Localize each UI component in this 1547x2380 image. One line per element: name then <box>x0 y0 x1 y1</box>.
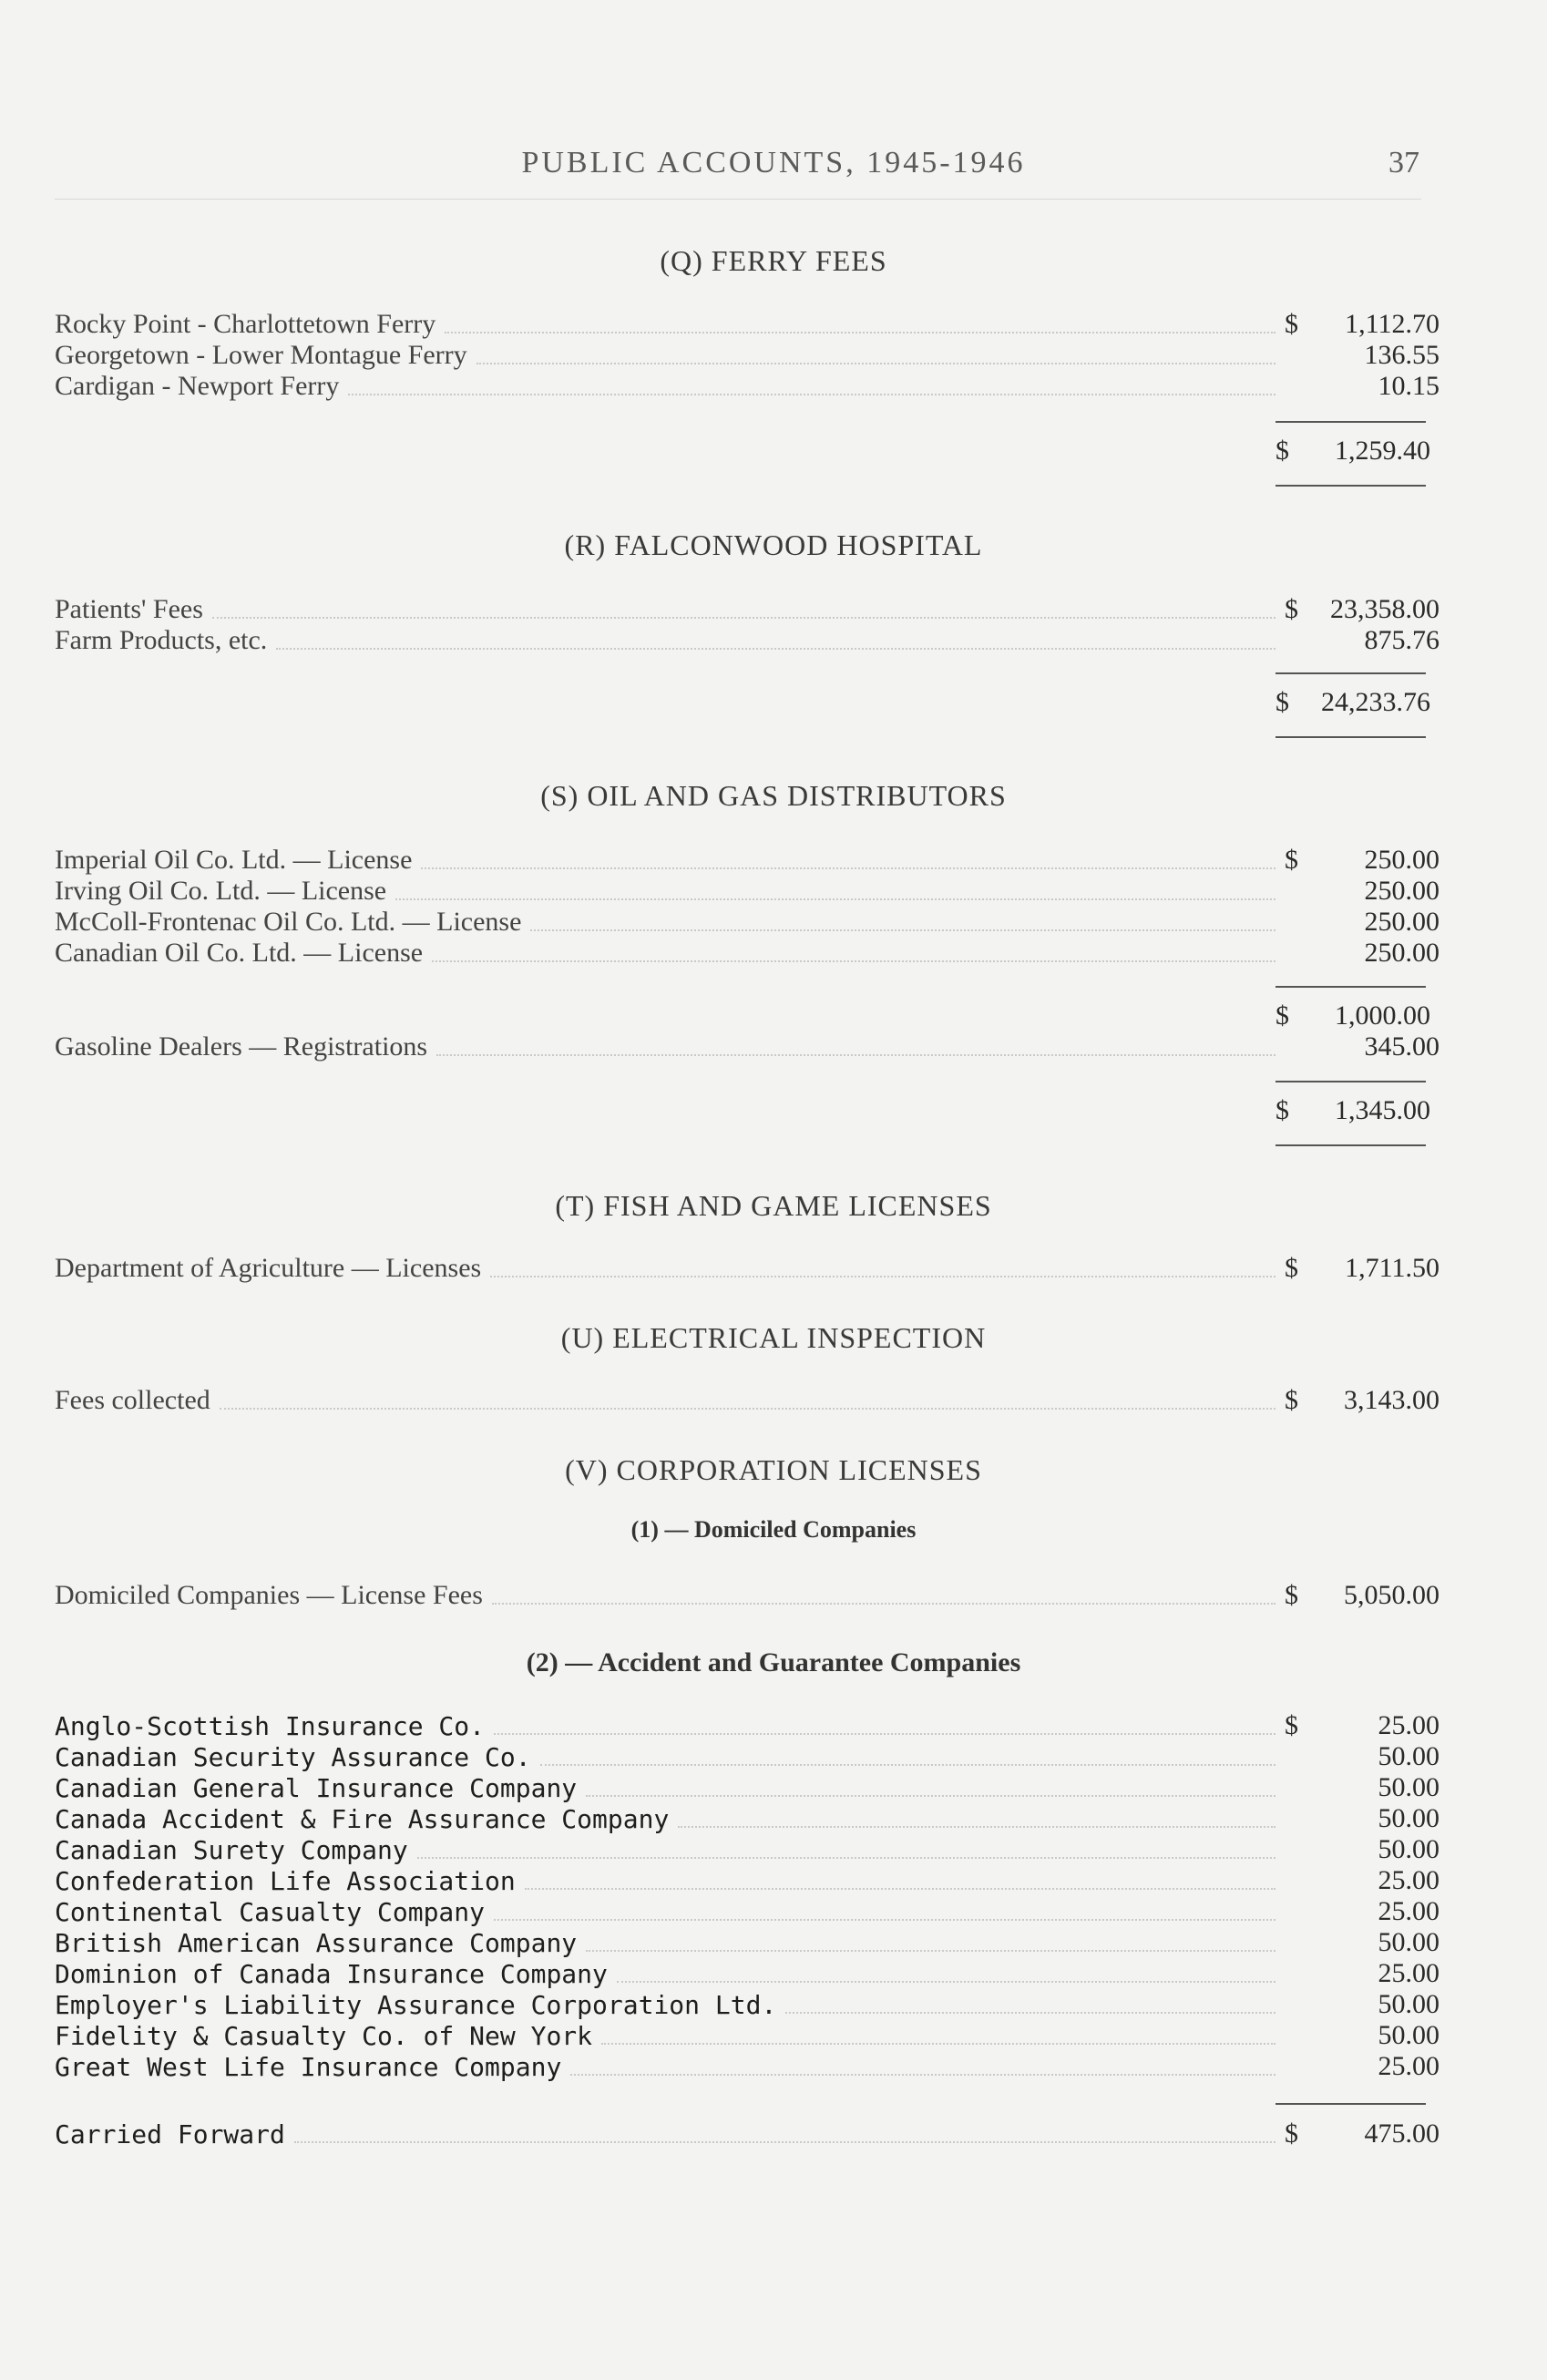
line-label: Rocky Point - Charlottetown Ferry <box>55 309 436 339</box>
line-amount: 250.00 <box>1364 845 1439 875</box>
leader-dots <box>490 1275 1276 1277</box>
currency-sign: $ <box>1285 1710 1298 1740</box>
leader-dots <box>421 867 1276 869</box>
line-amount: 136.55 <box>1364 340 1439 370</box>
section-total <box>1276 685 1430 718</box>
line-label: Confederation Life Association <box>55 1866 516 1896</box>
leader-dots <box>348 393 1276 395</box>
line-label: McColl-Frontenac Oil Co. Ltd. — License <box>55 907 522 937</box>
leader-dots <box>785 2011 1276 2014</box>
line-amount: 50.00 <box>1378 1803 1439 1833</box>
page-header <box>0 146 1547 191</box>
currency-sign: $ <box>1276 1000 1289 1031</box>
line-amount: 50.00 <box>1378 1927 1439 1957</box>
section-title-ferry-fees: (Q) FERRY FEES <box>660 244 887 277</box>
line-label: Canadian Security Assurance Co. <box>55 1742 531 1772</box>
currency-sign: $ <box>1285 1580 1298 1610</box>
line-label: Gasoline Dealers — Registrations <box>55 1031 428 1062</box>
header-rule <box>55 199 1421 200</box>
section-title-oil-gas-distributors: (S) OIL AND GAS DISTRIBUTORS <box>540 779 1007 812</box>
total-rule <box>1276 736 1426 738</box>
total-amount: 1,259.40 <box>1335 436 1430 466</box>
section-title-electrical-inspection: (U) ELECTRICAL INSPECTION <box>560 1321 987 1354</box>
line-amount: 5,050.00 <box>1344 1580 1439 1610</box>
leader-dots <box>220 1407 1276 1410</box>
leader-dots <box>678 1825 1276 1828</box>
ledger-line <box>55 1770 1439 1803</box>
section-subtotal <box>1276 999 1430 1031</box>
leader-dots <box>494 1732 1276 1735</box>
ledger-line <box>55 1030 1439 1062</box>
section-title-fish-game-licenses: (T) FISH AND GAME LICENSES <box>555 1189 992 1222</box>
line-label: Dominion of Canada Insurance Company <box>55 1959 608 1989</box>
leader-dots <box>586 1794 1276 1797</box>
sum-rule <box>1276 672 1426 674</box>
line-label: Fees collected <box>55 1385 210 1415</box>
line-label: Department of Agriculture — Licenses <box>55 1253 482 1283</box>
line-label: British American Assurance Company <box>55 1928 578 1958</box>
currency-sign: $ <box>1285 1253 1298 1283</box>
ledger-line <box>55 1739 1439 1772</box>
ledger-line <box>55 338 1439 371</box>
ledger-line <box>55 1383 1439 1416</box>
leader-dots <box>445 331 1276 333</box>
line-label: Canada Accident & Fire Assurance Company <box>55 1804 670 1834</box>
ledger-line <box>55 1894 1439 1927</box>
line-label: Imperial Oil Co. Ltd. — License <box>55 845 413 875</box>
total-amount: 24,233.76 <box>1321 687 1430 717</box>
currency-sign: $ <box>1276 1095 1289 1125</box>
leader-dots <box>525 1887 1276 1890</box>
line-amount: 10.15 <box>1378 371 1439 401</box>
sum-rule <box>1276 2103 1426 2105</box>
line-label: Patients' Fees <box>55 594 203 624</box>
leader-dots <box>617 1980 1276 1983</box>
ledger-line <box>55 592 1439 625</box>
ledger-line <box>55 1708 1439 1741</box>
line-label: Domiciled Companies — License Fees <box>55 1580 483 1610</box>
line-amount: 3,143.00 <box>1344 1385 1439 1415</box>
line-label: Anglo-Scottish Insurance Co. <box>55 1711 486 1741</box>
leader-dots <box>436 1053 1276 1056</box>
line-amount: 25.00 <box>1378 1865 1439 1895</box>
line-label: Irving Oil Co. Ltd. — License <box>55 876 387 906</box>
sum-rule <box>1276 1081 1426 1082</box>
line-amount: 50.00 <box>1378 1834 1439 1864</box>
total-amount: 1,345.00 <box>1335 1095 1430 1125</box>
ledger-line <box>55 1956 1439 1989</box>
leader-dots <box>476 362 1276 364</box>
leader-dots <box>570 2073 1276 2076</box>
line-amount: 1,112.70 <box>1345 309 1439 339</box>
ledger-line <box>55 1251 1439 1284</box>
line-label: Employer's Liability Assurance Corporation Ltd. <box>55 1990 777 2020</box>
ledger-line <box>55 936 1439 969</box>
subsection-title-accident-guarantee: (2) — Accident and Guarantee Companies <box>526 1647 1021 1677</box>
line-amount: 1,711.50 <box>1345 1253 1439 1283</box>
ledger-line <box>55 1925 1439 1958</box>
leader-dots <box>586 1949 1276 1952</box>
line-amount: 250.00 <box>1364 876 1439 906</box>
ledger-line <box>55 843 1439 876</box>
currency-sign: $ <box>1276 436 1289 466</box>
ledger-line <box>55 1832 1439 1865</box>
leader-dots <box>276 647 1276 650</box>
line-label: Fidelity & Casualty Co. of New York <box>55 2021 593 2051</box>
ledger-line <box>55 307 1439 340</box>
section-title-falconwood-hospital: (R) FALCONWOOD HOSPITAL <box>564 528 983 561</box>
line-label: Farm Products, etc. <box>55 625 268 655</box>
line-label: Canadian Oil Co. Ltd. — License <box>55 938 424 968</box>
line-amount: 25.00 <box>1378 1958 1439 1988</box>
leader-dots <box>540 1763 1276 1766</box>
line-label: Great West Life Insurance Company <box>55 2052 562 2082</box>
line-amount: 25.00 <box>1378 1896 1439 1926</box>
carried-forward-line <box>55 2117 1439 2149</box>
ledger-line <box>55 369 1439 402</box>
leader-dots <box>492 1602 1276 1605</box>
leader-dots <box>601 2042 1276 2045</box>
currency-sign: $ <box>1285 845 1298 875</box>
ledger-line <box>55 1801 1439 1834</box>
line-amount: 345.00 <box>1364 1031 1439 1062</box>
line-amount: 875.76 <box>1364 625 1439 655</box>
line-label: Cardigan - Newport Ferry <box>55 371 340 401</box>
line-amount: 50.00 <box>1378 1989 1439 2019</box>
line-label: Continental Casualty Company <box>55 1897 486 1927</box>
leader-dots <box>212 616 1276 619</box>
sum-rule <box>1276 986 1426 988</box>
total-rule <box>1276 485 1426 487</box>
currency-sign: $ <box>1276 687 1289 717</box>
ledger-line <box>55 874 1439 907</box>
line-label: Georgetown - Lower Montague Ferry <box>55 340 467 370</box>
ledger-line <box>55 1863 1439 1896</box>
ledger-line <box>55 905 1439 938</box>
total-rule <box>1276 1144 1426 1146</box>
line-amount: 250.00 <box>1364 938 1439 968</box>
line-label: Canadian General Insurance Company <box>55 1773 578 1803</box>
sum-rule <box>1276 421 1426 423</box>
line-amount: 475.00 <box>1364 2118 1439 2149</box>
ledger-line <box>55 2049 1439 2082</box>
section-total <box>1276 1093 1430 1126</box>
currency-sign: $ <box>1285 1385 1298 1415</box>
leader-dots <box>417 1856 1276 1859</box>
line-amount: 50.00 <box>1378 2020 1439 2050</box>
line-amount: 25.00 <box>1378 1710 1439 1740</box>
line-amount: 25.00 <box>1378 2051 1439 2081</box>
leader-dots <box>294 2140 1276 2143</box>
line-amount: 50.00 <box>1378 1772 1439 1802</box>
section-total <box>1276 434 1430 467</box>
line-label: Carried Forward <box>55 2119 285 2149</box>
line-amount: 50.00 <box>1378 1741 1439 1771</box>
currency-sign: $ <box>1285 309 1298 339</box>
leader-dots <box>395 898 1276 900</box>
leader-dots <box>530 928 1276 931</box>
page-number: 37 <box>1388 146 1419 180</box>
currency-sign: $ <box>1285 594 1298 624</box>
page-title: PUBLIC ACCOUNTS, 1945-1946 <box>521 146 1026 180</box>
line-label: Canadian Surety Company <box>55 1835 408 1865</box>
line-amount: 23,358.00 <box>1330 594 1439 624</box>
section-title-corporation-licenses: (V) CORPORATION LICENSES <box>565 1453 982 1486</box>
ledger-line <box>55 2018 1439 2051</box>
subtotal-amount: 1,000.00 <box>1335 1000 1430 1031</box>
currency-sign: $ <box>1285 2118 1298 2149</box>
ledger-line <box>55 623 1439 656</box>
ledger-line <box>55 1987 1439 2020</box>
line-amount: 250.00 <box>1364 907 1439 937</box>
leader-dots <box>494 1918 1276 1921</box>
subsection-title-domiciled: (1) — Domiciled Companies <box>630 1516 917 1543</box>
leader-dots <box>432 959 1276 962</box>
ledger-line <box>55 1578 1439 1611</box>
